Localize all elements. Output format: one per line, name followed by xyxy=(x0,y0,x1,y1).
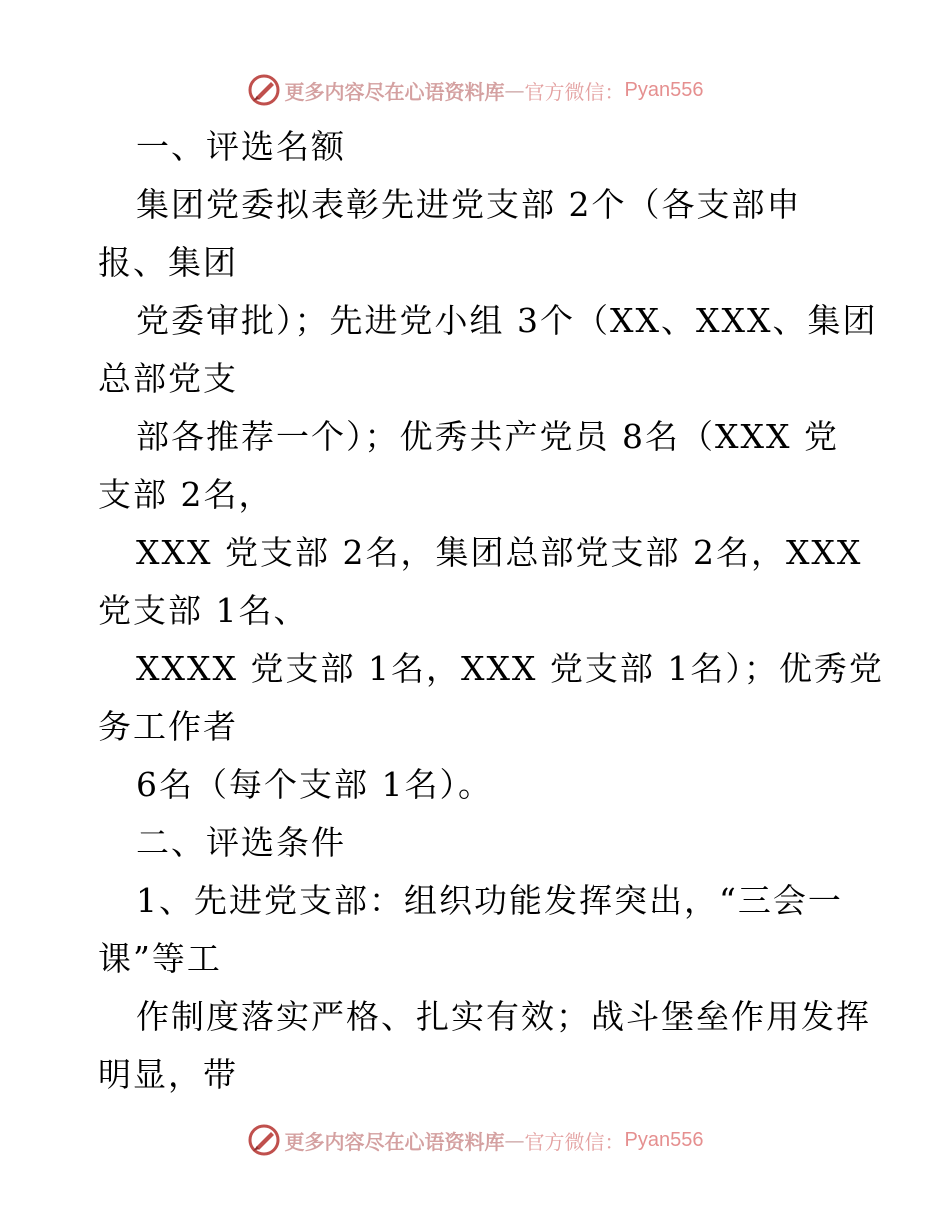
banner-site-text: 更多内容尽在心语资料库 xyxy=(284,1129,505,1154)
body-line: 集团党委拟表彰先进党支部 2个（各支部申 xyxy=(136,185,802,224)
body-line: 1、先进党支部：组织功能发挥突出，“三会一 xyxy=(136,881,843,920)
body-line: 作制度落实严格、扎实有效；战斗堡垒作用发挥 xyxy=(136,997,871,1036)
body-line: 支部 2名， xyxy=(98,475,274,514)
banner-contact-id: Pyan556 xyxy=(624,1128,704,1151)
body-line: 一、评选名额 xyxy=(136,127,346,166)
banner-separator: — xyxy=(504,1128,525,1152)
body-line: 党委审批）；先进党小组 3个（XX、XXX、集团 xyxy=(136,301,878,340)
body-line: 部各推荐一个）；优秀共产党员 8名（XXX 党 xyxy=(136,417,839,456)
body-line: 党支部 1名、 xyxy=(98,591,309,630)
footer-banner xyxy=(0,1120,950,1160)
document-body xyxy=(98,118,884,1104)
body-line: 课”等工 xyxy=(98,939,222,978)
header-banner xyxy=(0,70,950,110)
banner-separator: — xyxy=(504,78,525,102)
body-line: 总部党支 xyxy=(98,359,238,398)
quill-logo-icon xyxy=(247,1123,281,1157)
quill-logo-icon xyxy=(247,73,281,107)
body-line: 6名（每个支部 1名）。 xyxy=(136,765,493,804)
body-line: 报、集团 xyxy=(98,243,238,282)
banner-contact-id: Pyan556 xyxy=(624,78,704,101)
banner-contact-label: 官方微信： xyxy=(524,79,625,104)
body-line: 务工作者 xyxy=(98,707,238,746)
banner-site-text: 更多内容尽在心语资料库 xyxy=(284,79,505,104)
body-line: 二、评选条件 xyxy=(136,823,346,862)
body-line: 明显，带 xyxy=(98,1055,238,1094)
body-line: XXXX 党支部 1名，XXX 党支部 1名）；优秀党 xyxy=(136,649,884,688)
body-line: XXX 党支部 2名，集团总部党支部 2名，XXX xyxy=(136,533,863,572)
banner-contact-label: 官方微信： xyxy=(524,1129,625,1154)
